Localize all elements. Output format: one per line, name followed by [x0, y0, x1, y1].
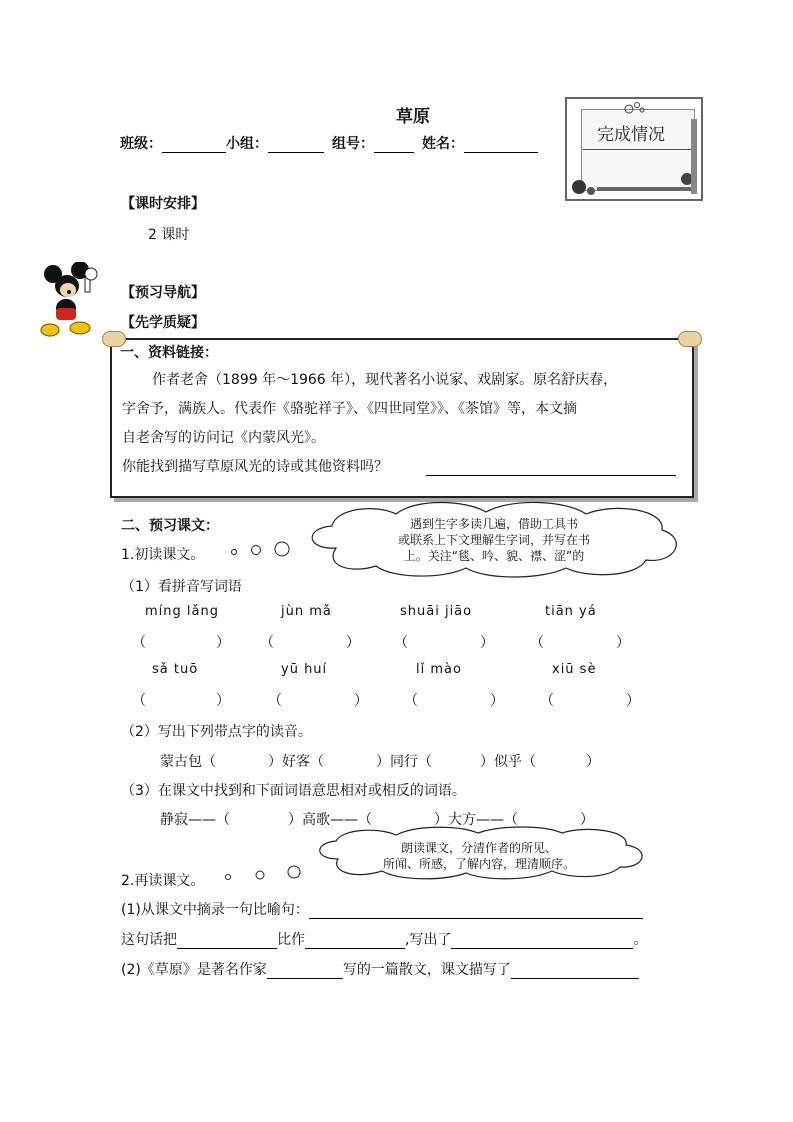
scroll-roll-right	[678, 331, 702, 347]
q3-label: （3）在课文中找到和下面词语意思相对或相反的词语。	[121, 783, 466, 799]
answer-box[interactable]: （ ）	[268, 693, 368, 709]
resource-line-3: 自老舍写的访问记《内蒙风光》。	[122, 430, 325, 446]
s2q1b-text-a: 这句话把	[121, 932, 177, 948]
s2q1b-text-d: 。	[633, 932, 648, 948]
pinyin-6: yū huí	[281, 662, 328, 677]
resource-line-2: 字舍予，满族人。代表作《骆驼祥子》、《四世同堂》》、《茶馆》等，本文摘	[122, 401, 577, 417]
q2-item: ）	[586, 754, 600, 770]
resource-question	[122, 453, 388, 482]
student-info-row	[120, 133, 538, 153]
pinyin-4: tiān yá	[545, 604, 597, 619]
group-field[interactable]	[268, 136, 324, 153]
cloud-text-2	[344, 840, 614, 872]
number-label: 组号：	[332, 136, 374, 152]
cloud1-line-1: 遇到生字多读几遍，借助工具书	[409, 517, 578, 531]
pinyin-7: lǐ mào	[416, 662, 462, 677]
answer-box[interactable]: （ ）	[530, 635, 630, 651]
s2q2-text-a: (2)《草原》是著名作家	[121, 962, 267, 978]
step1-label: 1.初读课文。	[121, 547, 205, 563]
completion-underline	[583, 149, 691, 150]
resource-line-1: 作者老舍（1899 年～1966 年），现代著名小说家、戏剧家。原名舒庆春，	[152, 372, 618, 388]
q3-item: ）	[580, 812, 594, 828]
q2-item: ）同行（	[376, 754, 432, 770]
cloud1-line-3: 上。关注“毯、吟、貌、襟、涩”的	[403, 549, 585, 563]
pinyin-5: sǎ tuō	[152, 662, 199, 677]
answer-box[interactable]: （ ）	[540, 693, 640, 709]
xianxue-heading: 【先学质疑】	[121, 315, 205, 331]
class-label: 班级：	[120, 136, 162, 152]
thought-bubbles-icon	[226, 538, 296, 562]
name-label: 姓名：	[422, 136, 464, 152]
resource-answer-line[interactable]	[426, 475, 676, 476]
pinyin-1: míng lǎng	[145, 604, 219, 619]
cloud2-line-1: 朗读课文，分清作者的所见、	[400, 841, 557, 855]
completion-label: 完成情况	[597, 125, 665, 145]
answer-box[interactable]: （ ）	[132, 635, 230, 651]
q3-item: 静寂——（	[160, 812, 230, 828]
completion-box	[565, 97, 703, 201]
schedule-heading: 【课时安排】	[121, 196, 205, 212]
group-label: 小组：	[226, 136, 268, 152]
thought-bubbles-icon	[220, 862, 310, 884]
name-field[interactable]	[464, 136, 538, 153]
q3-item: ）大方——（	[434, 812, 518, 828]
blank-author[interactable]	[267, 963, 343, 979]
q2-label: （2）写出下列带点字的读音。	[121, 724, 312, 740]
pinyin-3: shuāi jiāo	[400, 604, 473, 619]
s2q2-text-b: 写的一篇散文，课文描写了	[342, 962, 511, 978]
s2q1b-row	[121, 929, 647, 949]
resource-box	[110, 338, 694, 498]
resource-heading: 一、资料链接：	[120, 345, 218, 361]
q2-item: 蒙古包（	[160, 754, 216, 770]
cloud-text-1	[334, 516, 654, 564]
q1-label: （1）看拼音写词语	[121, 579, 242, 595]
cloud1-line-2: 或联系上下文理解生字词，并写在书	[397, 533, 590, 547]
blank-subject[interactable]	[177, 933, 277, 949]
cloud2-line-2: 所闻、所感，了解内容，理清顺序。	[382, 857, 575, 871]
blank-description[interactable]	[511, 963, 639, 979]
s2q1b-text-b: 比作	[277, 932, 305, 948]
preview-nav-heading: 【预习导航】	[121, 285, 205, 301]
answer-box[interactable]: （ ）	[132, 693, 230, 709]
s2q1-row	[121, 899, 643, 919]
answer-box[interactable]: （ ）	[260, 635, 360, 651]
preview-text-heading: 二、预习课文：	[121, 518, 219, 534]
s2q1b-text-c: ,写出了	[405, 932, 452, 948]
s2q1-label: (1)从课文中摘录一句比喻句：	[121, 902, 309, 918]
schedule-value: 2 课时	[148, 227, 190, 243]
s2q2-row	[121, 959, 639, 979]
step2-label: 2.再读课文。	[121, 873, 205, 889]
blank-meaning[interactable]	[451, 933, 633, 949]
resource-question-text: 你能找到描写草原风光的诗或其他资料吗？	[122, 459, 388, 475]
pinyin-2: jùn mǎ	[281, 604, 332, 619]
q2-items	[160, 751, 600, 771]
q3-item: ）高歌——（	[288, 812, 372, 828]
pinyin-8: xiū sè	[552, 662, 597, 677]
answer-box[interactable]: （ ）	[394, 635, 494, 651]
q2-item: ）好客（	[268, 754, 324, 770]
q2-item: ）似乎（	[480, 754, 536, 770]
class-field[interactable]	[162, 136, 226, 153]
number-field[interactable]	[374, 136, 414, 153]
mascot-icon	[40, 262, 104, 338]
metaphor-answer-line[interactable]	[309, 903, 643, 919]
page-title: 草原	[396, 107, 430, 127]
blank-object[interactable]	[305, 933, 405, 949]
answer-box[interactable]: （ ）	[404, 693, 504, 709]
